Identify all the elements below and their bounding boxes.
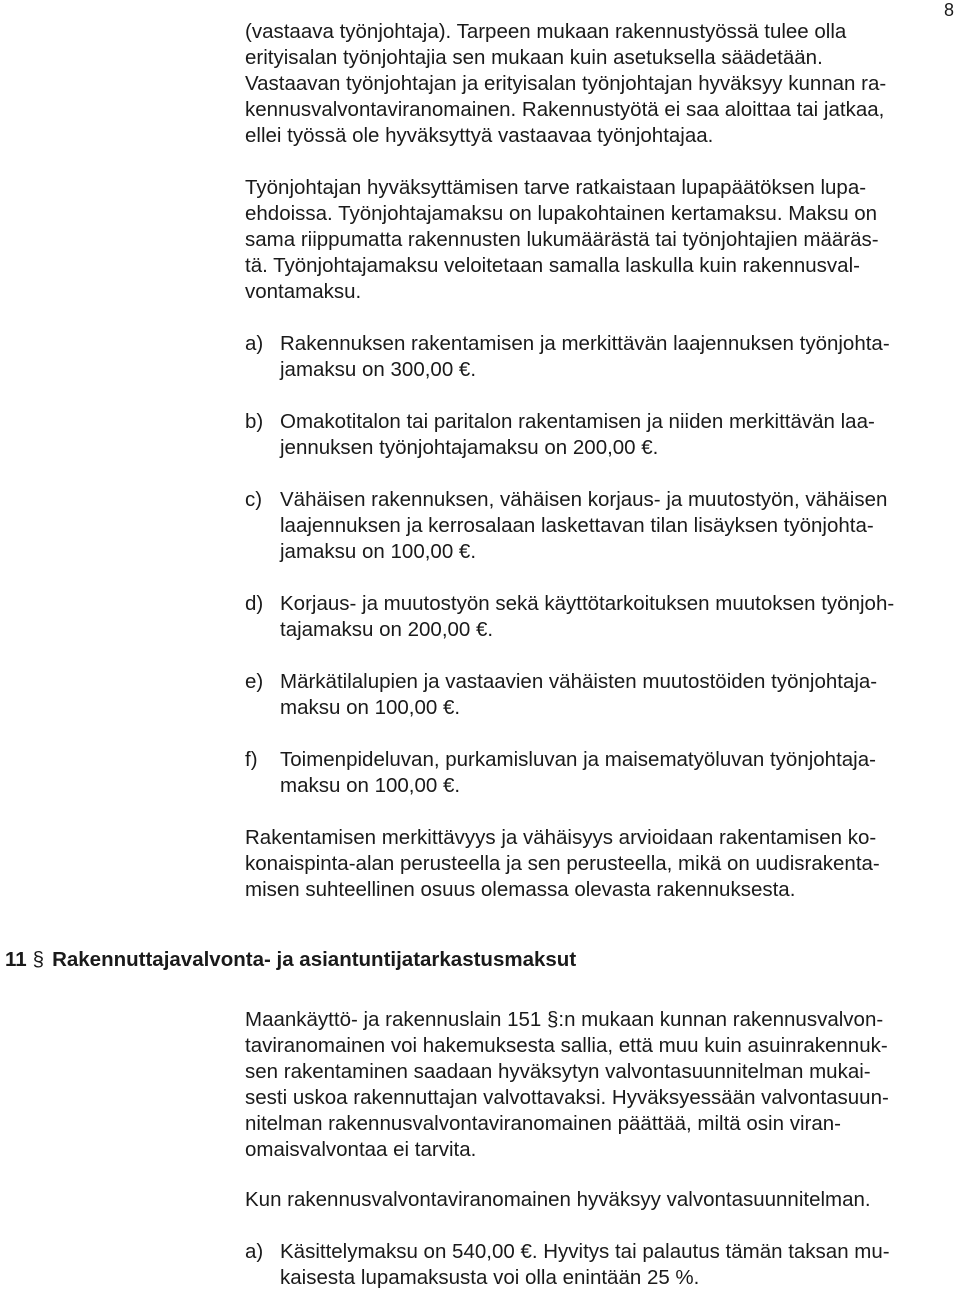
list-item-b <box>245 409 957 461</box>
list-item-c <box>245 487 957 565</box>
text-line: misen suhteellinen osuus olemassa olevasta rakennuksesta. <box>245 878 796 901</box>
list-item-f <box>245 747 957 799</box>
list-marker: d) <box>245 592 264 615</box>
section-sign: § <box>32 948 45 971</box>
text-line: Maankäyttö- ja rakennuslain 151 §:n mukaan kunnan rakennusvalvon- <box>245 1008 884 1031</box>
text-line: Kun rakennusvalvontaviranomainen hyväksyy valvontasuunnitelman. <box>245 1188 871 1211</box>
text-line: maksu on 100,00 €. <box>280 774 461 797</box>
text-line: sama riippumatta rakennusten lukumäärästä tai työnjohtajien määräs- <box>245 228 879 251</box>
text-line: Vastaavan työnjohtajan ja erityisalan työnjohtajan hyväksyy kunnan ra- <box>245 72 887 95</box>
section-heading <box>5 947 576 973</box>
text-line: Työnjohtajan hyväksyttämisen tarve ratkaistaan lupapäätöksen lupa- <box>245 176 867 199</box>
text-line: kennusvalvontaviranomainen. Rakennustyötä ei saa aloittaa tai jatkaa, <box>245 98 885 121</box>
text-line: (vastaava työnjohtaja). Tarpeen mukaan rakennustyössä tulee olla <box>245 20 847 43</box>
text-line: erityisalan työnjohtajia sen mukaan kuin asetuksella säädetään. <box>245 46 823 69</box>
text-line: sesti uskoa rakennuttajan valvottavaksi. Hyväksyessään valvontasuun- <box>245 1086 889 1109</box>
list-marker: f) <box>245 748 258 771</box>
paragraph-supervisor-fee <box>245 175 957 305</box>
paragraph-approval <box>245 1187 957 1213</box>
paragraph-responsible-supervisor <box>245 19 957 149</box>
list-marker: e) <box>245 670 264 693</box>
text-line: konaispinta-alan perusteella ja sen perusteella, mikä on uudisrakenta- <box>245 852 880 875</box>
text-line: Korjaus- ja muutostyön sekä käyttötarkoituksen muutoksen työnjoh- <box>280 592 895 615</box>
text-line: jennuksen työnjohtajamaksu on 200,00 €. <box>280 436 659 459</box>
paragraph-developer-supervision <box>245 1007 957 1163</box>
text-line: laajennuksen ja kerrosalaan laskettavan tilan lisäyksen työnjohta- <box>280 514 874 537</box>
list-item-e <box>245 669 957 721</box>
list-marker: a) <box>245 332 264 355</box>
list-marker: c) <box>245 488 263 511</box>
text-line: ellei työssä ole hyväksyttyä vastaavaa työnjohtajaa. <box>245 124 714 147</box>
section-number: 11 <box>5 948 27 971</box>
text-line: Vähäisen rakennuksen, vähäisen korjaus- ja muutostyön, vähäisen <box>280 488 888 511</box>
text-line: vontamaksu. <box>245 280 362 303</box>
section-title: Rakennuttajavalvonta- ja asiantuntijatarkastusmaksut <box>52 948 577 971</box>
text-line: omaisvalvontaa ei tarvita. <box>245 1138 477 1161</box>
text-line: Omakotitalon tai paritalon rakentamisen ja niiden merkittävän laa- <box>280 410 875 433</box>
list-item-a <box>245 331 957 383</box>
text-line: tajamaksu on 200,00 €. <box>280 618 494 641</box>
text-line: taviranomainen voi hakemuksesta sallia, että muu kuin asuinrakennuk- <box>245 1034 888 1057</box>
paragraph-significance <box>245 825 957 903</box>
page-number: 8 <box>943 0 954 20</box>
list-item-d <box>245 591 957 643</box>
text-line: ehdoissa. Työnjohtajamaksu on lupakohtainen kertamaksu. Maksu on <box>245 202 878 225</box>
text-line: sen rakentaminen saadaan hyväksytyn valvontasuunnitelman mukai- <box>245 1060 871 1083</box>
text-line: Käsittelymaksu on 540,00 €. Hyvitys tai palautus tämän taksan mu- <box>280 1240 890 1263</box>
text-line: jamaksu on 100,00 €. <box>280 540 477 563</box>
text-line: jamaksu on 300,00 €. <box>280 358 477 381</box>
list-marker: a) <box>245 1240 264 1263</box>
text-line: kaisesta lupamaksusta voi olla enintään 25 %. <box>280 1266 700 1289</box>
text-line: Rakennuksen rakentamisen ja merkittävän laajennuksen työnjohta- <box>280 332 890 355</box>
text-line: maksu on 100,00 €. <box>280 696 461 719</box>
text-line: Rakentamisen merkittävyys ja vähäisyys arvioidaan rakentamisen ko- <box>245 826 877 849</box>
text-line: Toimenpideluvan, purkamisluvan ja maisematyöluvan työnjohtaja- <box>280 748 876 771</box>
section11-item-a <box>245 1239 957 1291</box>
text-line: nitelman rakennusvalvontaviranomainen päättää, miltä osin viran- <box>245 1112 841 1135</box>
text-line: Märkätilalupien ja vastaavien vähäisten muutostöiden työnjohtaja- <box>280 670 878 693</box>
list-marker: b) <box>245 410 264 433</box>
text-line: tä. Työnjohtajamaksu veloitetaan samalla laskulla kuin rakennusval- <box>245 254 860 277</box>
